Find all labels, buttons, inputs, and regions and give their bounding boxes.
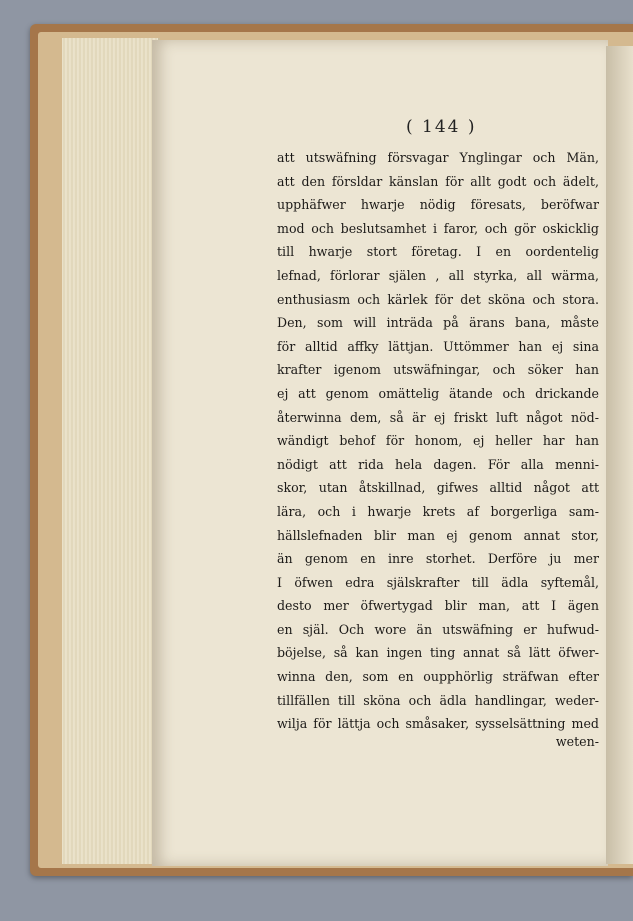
text-line: skor, utan åtskillnad, gifwes alltid något att [277, 480, 599, 496]
text-line: enthusiasm och kärlek för det sköna och stora. [277, 291, 599, 307]
text-line: lära, och i hwarje krets af borgerliga sam- [277, 503, 599, 519]
text-line: lefnad, förlorar själen , all styrka, all wärma, [277, 267, 599, 283]
text-line: winna den, som en oupphörlig sträfwan efter [277, 669, 599, 685]
text-line: wändigt behof för honom, ej heller har han [277, 433, 599, 449]
text-line: tillfällen till sköna och ädla handlingar, weder- [277, 692, 599, 708]
text-line: återwinna dem, så är ej friskt luft något nöd- [277, 409, 599, 425]
page-text [277, 146, 599, 736]
catchword: weten- [555, 734, 599, 749]
text-line: nödigt att rida hela dagen. För alla menni- [277, 456, 599, 472]
text-line: till hwarje stort företag. I en oordentelig [277, 244, 599, 260]
text-line: upphäfwer hwarje nödig föresats, beröfwar [277, 197, 599, 213]
text-line: desto mer öfwertygad blir man, att I ägen [277, 598, 599, 614]
text-line: än genom en inre storhet. Derföre ju mer [277, 551, 599, 567]
text-line: för alltid affky lättjan. Uttömmer han ej sina [277, 338, 599, 354]
text-line: att utswäfning försvagar Ynglingar och Män, [277, 150, 599, 165]
text-line: en själ. Och wore än utswäfning er hufwud- [277, 621, 599, 637]
text-line: I öfwen edra själskrafter till ädla syftemål, [277, 574, 599, 590]
text-line: Den, som will inträda på ärans bana, måste [277, 315, 599, 331]
text-line: hällslefnaden blir man ej genom annat stor, [277, 527, 599, 543]
text-line: wilja för lättja och småsaker, sysselsättning med [277, 716, 599, 732]
text-line: ej att genom omättelig ätande och drickande [277, 385, 599, 401]
text-line: mod och beslutsamhet i faror, och gör oskicklig [277, 220, 599, 236]
text-line: böjelse, så kan ingen ting annat så lätt öfwer- [277, 645, 599, 661]
facing-page-edge [606, 46, 633, 864]
text-line: krafter igenom utswäfningar, och söker han [277, 362, 599, 378]
page-block-edges [62, 38, 160, 864]
text-line: att den försldar känslan för allt godt och ädelt, [277, 173, 599, 189]
page-number: ( 144 ) [406, 117, 477, 137]
